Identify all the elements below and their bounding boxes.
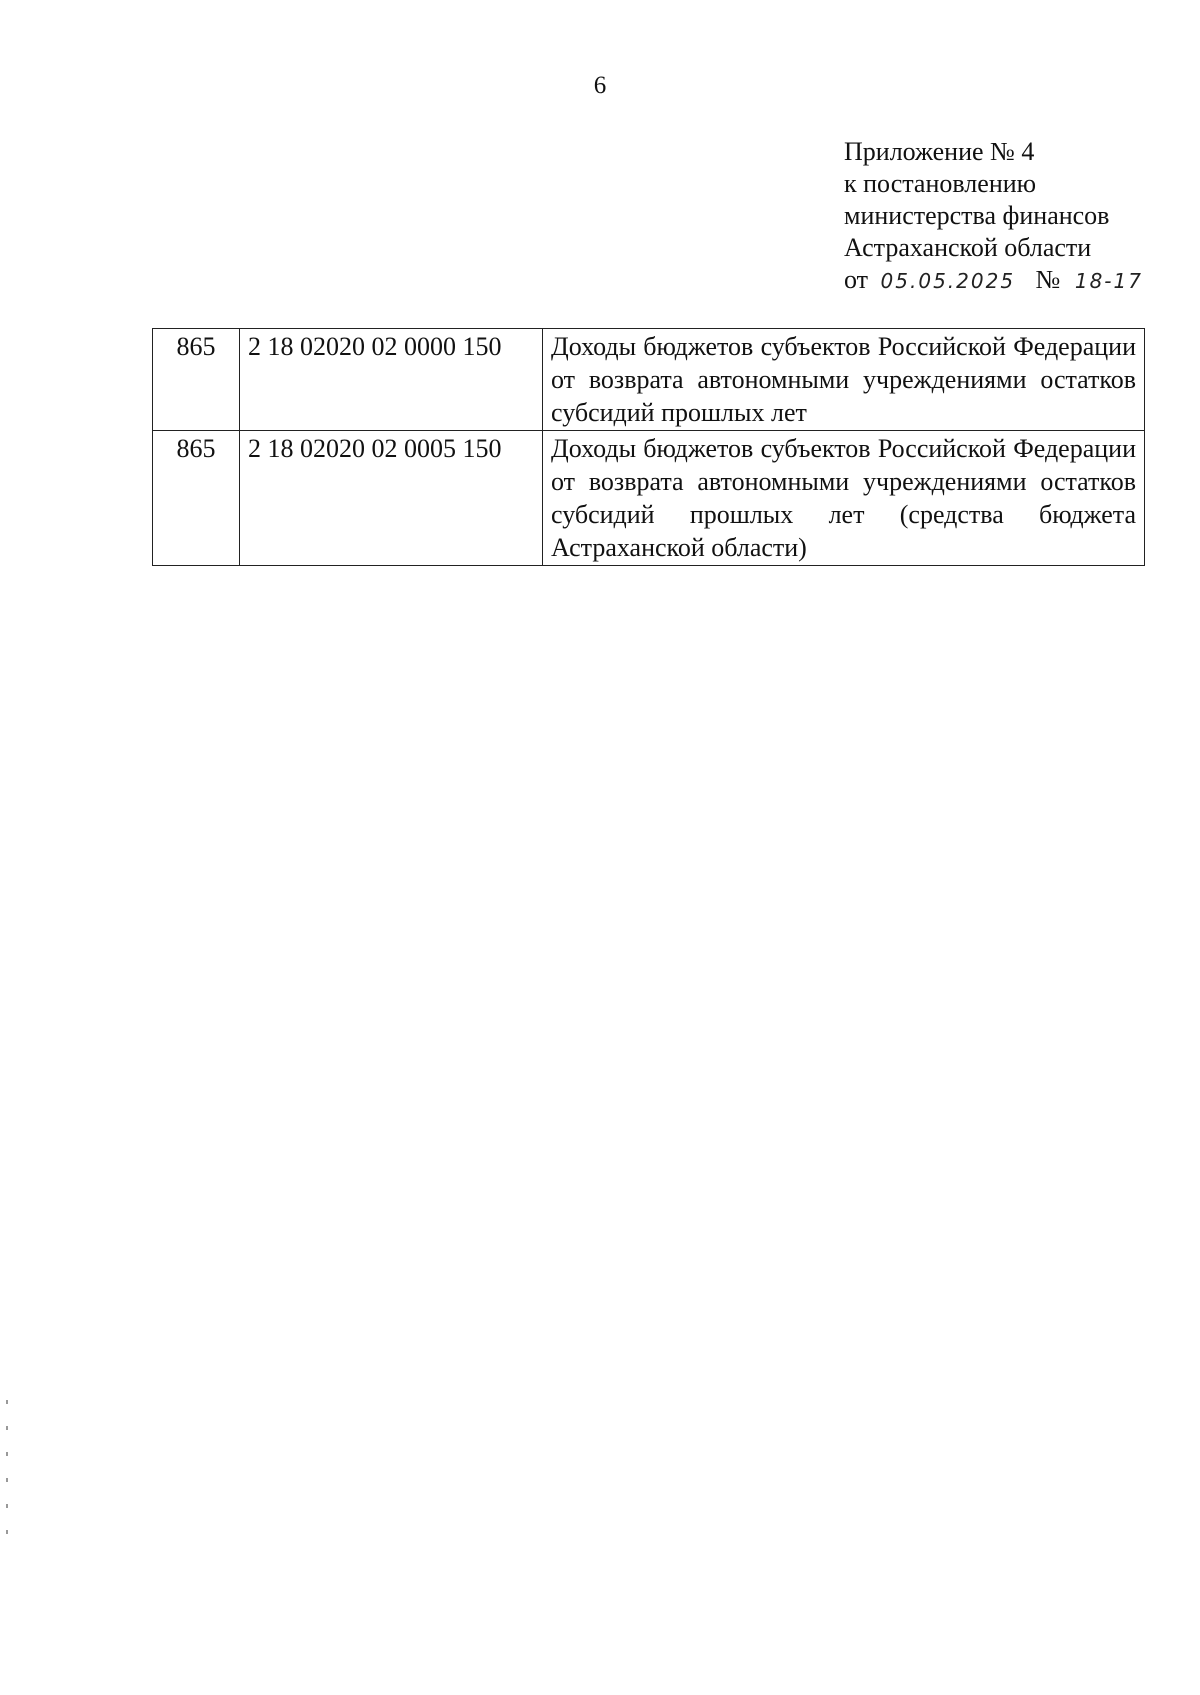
scan-mark <box>6 1426 8 1430</box>
appendix-line-ministry: министерства финансов <box>844 201 1110 230</box>
page-number: 6 <box>593 72 607 99</box>
handwritten-date: 05.05.2025 <box>880 269 1016 293</box>
appendix-title: Приложение № 4 <box>844 137 1035 166</box>
appendix-line-region: Астраханской области <box>844 233 1092 262</box>
table-row <box>153 329 1145 431</box>
table-row <box>153 431 1145 566</box>
revenue-code-cell: 2 18 02020 02 0000 150 <box>240 329 543 431</box>
admin-code-cell: 865 <box>153 431 240 566</box>
revenue-name-cell: Доходы бюджетов субъектов Российской Федерации от возврата автономными учреждениями остатков субсидий прошлых лет <box>543 329 1145 431</box>
scan-mark <box>6 1530 8 1534</box>
revenue-codes-table <box>152 328 1145 566</box>
scan-margin-marks <box>6 1400 10 1640</box>
appendix-header <box>844 136 1143 297</box>
appendix-date-line <box>844 264 1143 297</box>
scan-mark <box>6 1504 8 1508</box>
revenue-code-cell: 2 18 02020 02 0005 150 <box>240 431 543 566</box>
number-prefix: № <box>1035 265 1061 294</box>
appendix-line-resolution: к постановлению <box>844 169 1037 198</box>
scan-mark <box>6 1478 8 1482</box>
revenue-name-cell: Доходы бюджетов субъектов Российской Федерации от возврата автономными учреждениями остатков субсидий прошлых лет (средства бюджета Астраханской области) <box>543 431 1145 566</box>
scan-mark <box>6 1400 8 1404</box>
admin-code-cell: 865 <box>153 329 240 431</box>
scan-mark <box>6 1452 8 1456</box>
handwritten-number: 18-17 <box>1074 269 1143 293</box>
date-prefix: от <box>844 265 869 294</box>
